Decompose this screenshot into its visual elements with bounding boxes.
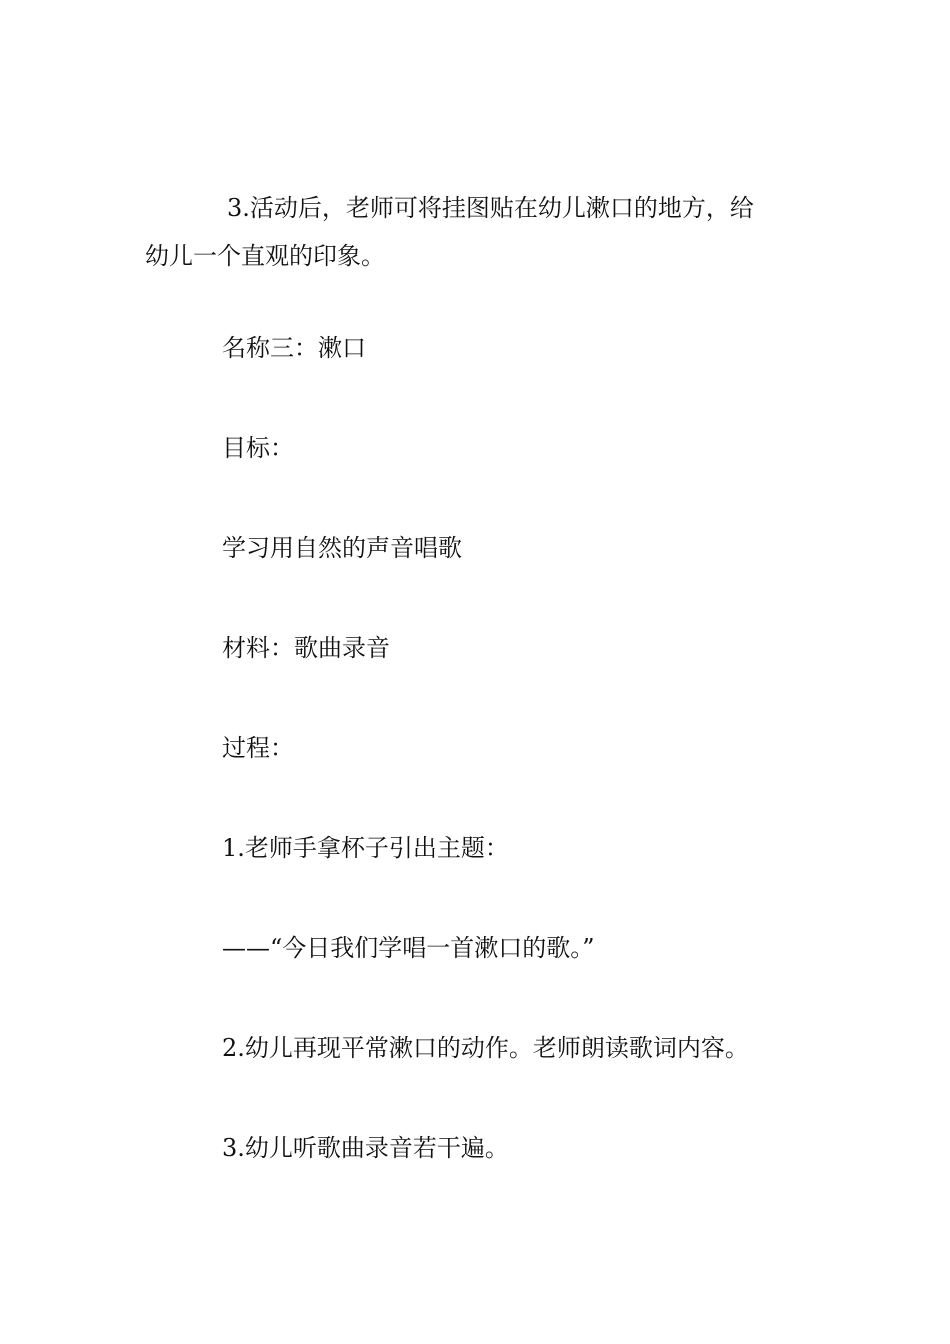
process-label: 过程： [222, 734, 294, 762]
goal-text: 学习用自然的声音唱歌 [222, 534, 462, 562]
paragraph-activity-after [145, 184, 815, 280]
step-1: 1.老师手拿杯子引出主题： [222, 834, 509, 862]
paragraph-line: 3.活动后，老师可将挂图贴在幼儿漱口的地方，给 [227, 194, 754, 222]
section-name: 名称三：漱口 [222, 334, 366, 362]
material-text: 材料：歌曲录音 [222, 634, 390, 662]
goal-label: 目标： [222, 434, 294, 462]
paragraph-line: 幼儿一个直观的印象。 [145, 242, 385, 270]
step-1-quote: ——“今日我们学唱一首漱口的歌。” [222, 934, 595, 962]
step-3: 3.幼儿听歌曲录音若干遍。 [222, 1134, 509, 1162]
step-2: 2.幼儿再现平常漱口的动作。老师朗读歌词内容。 [222, 1034, 749, 1062]
